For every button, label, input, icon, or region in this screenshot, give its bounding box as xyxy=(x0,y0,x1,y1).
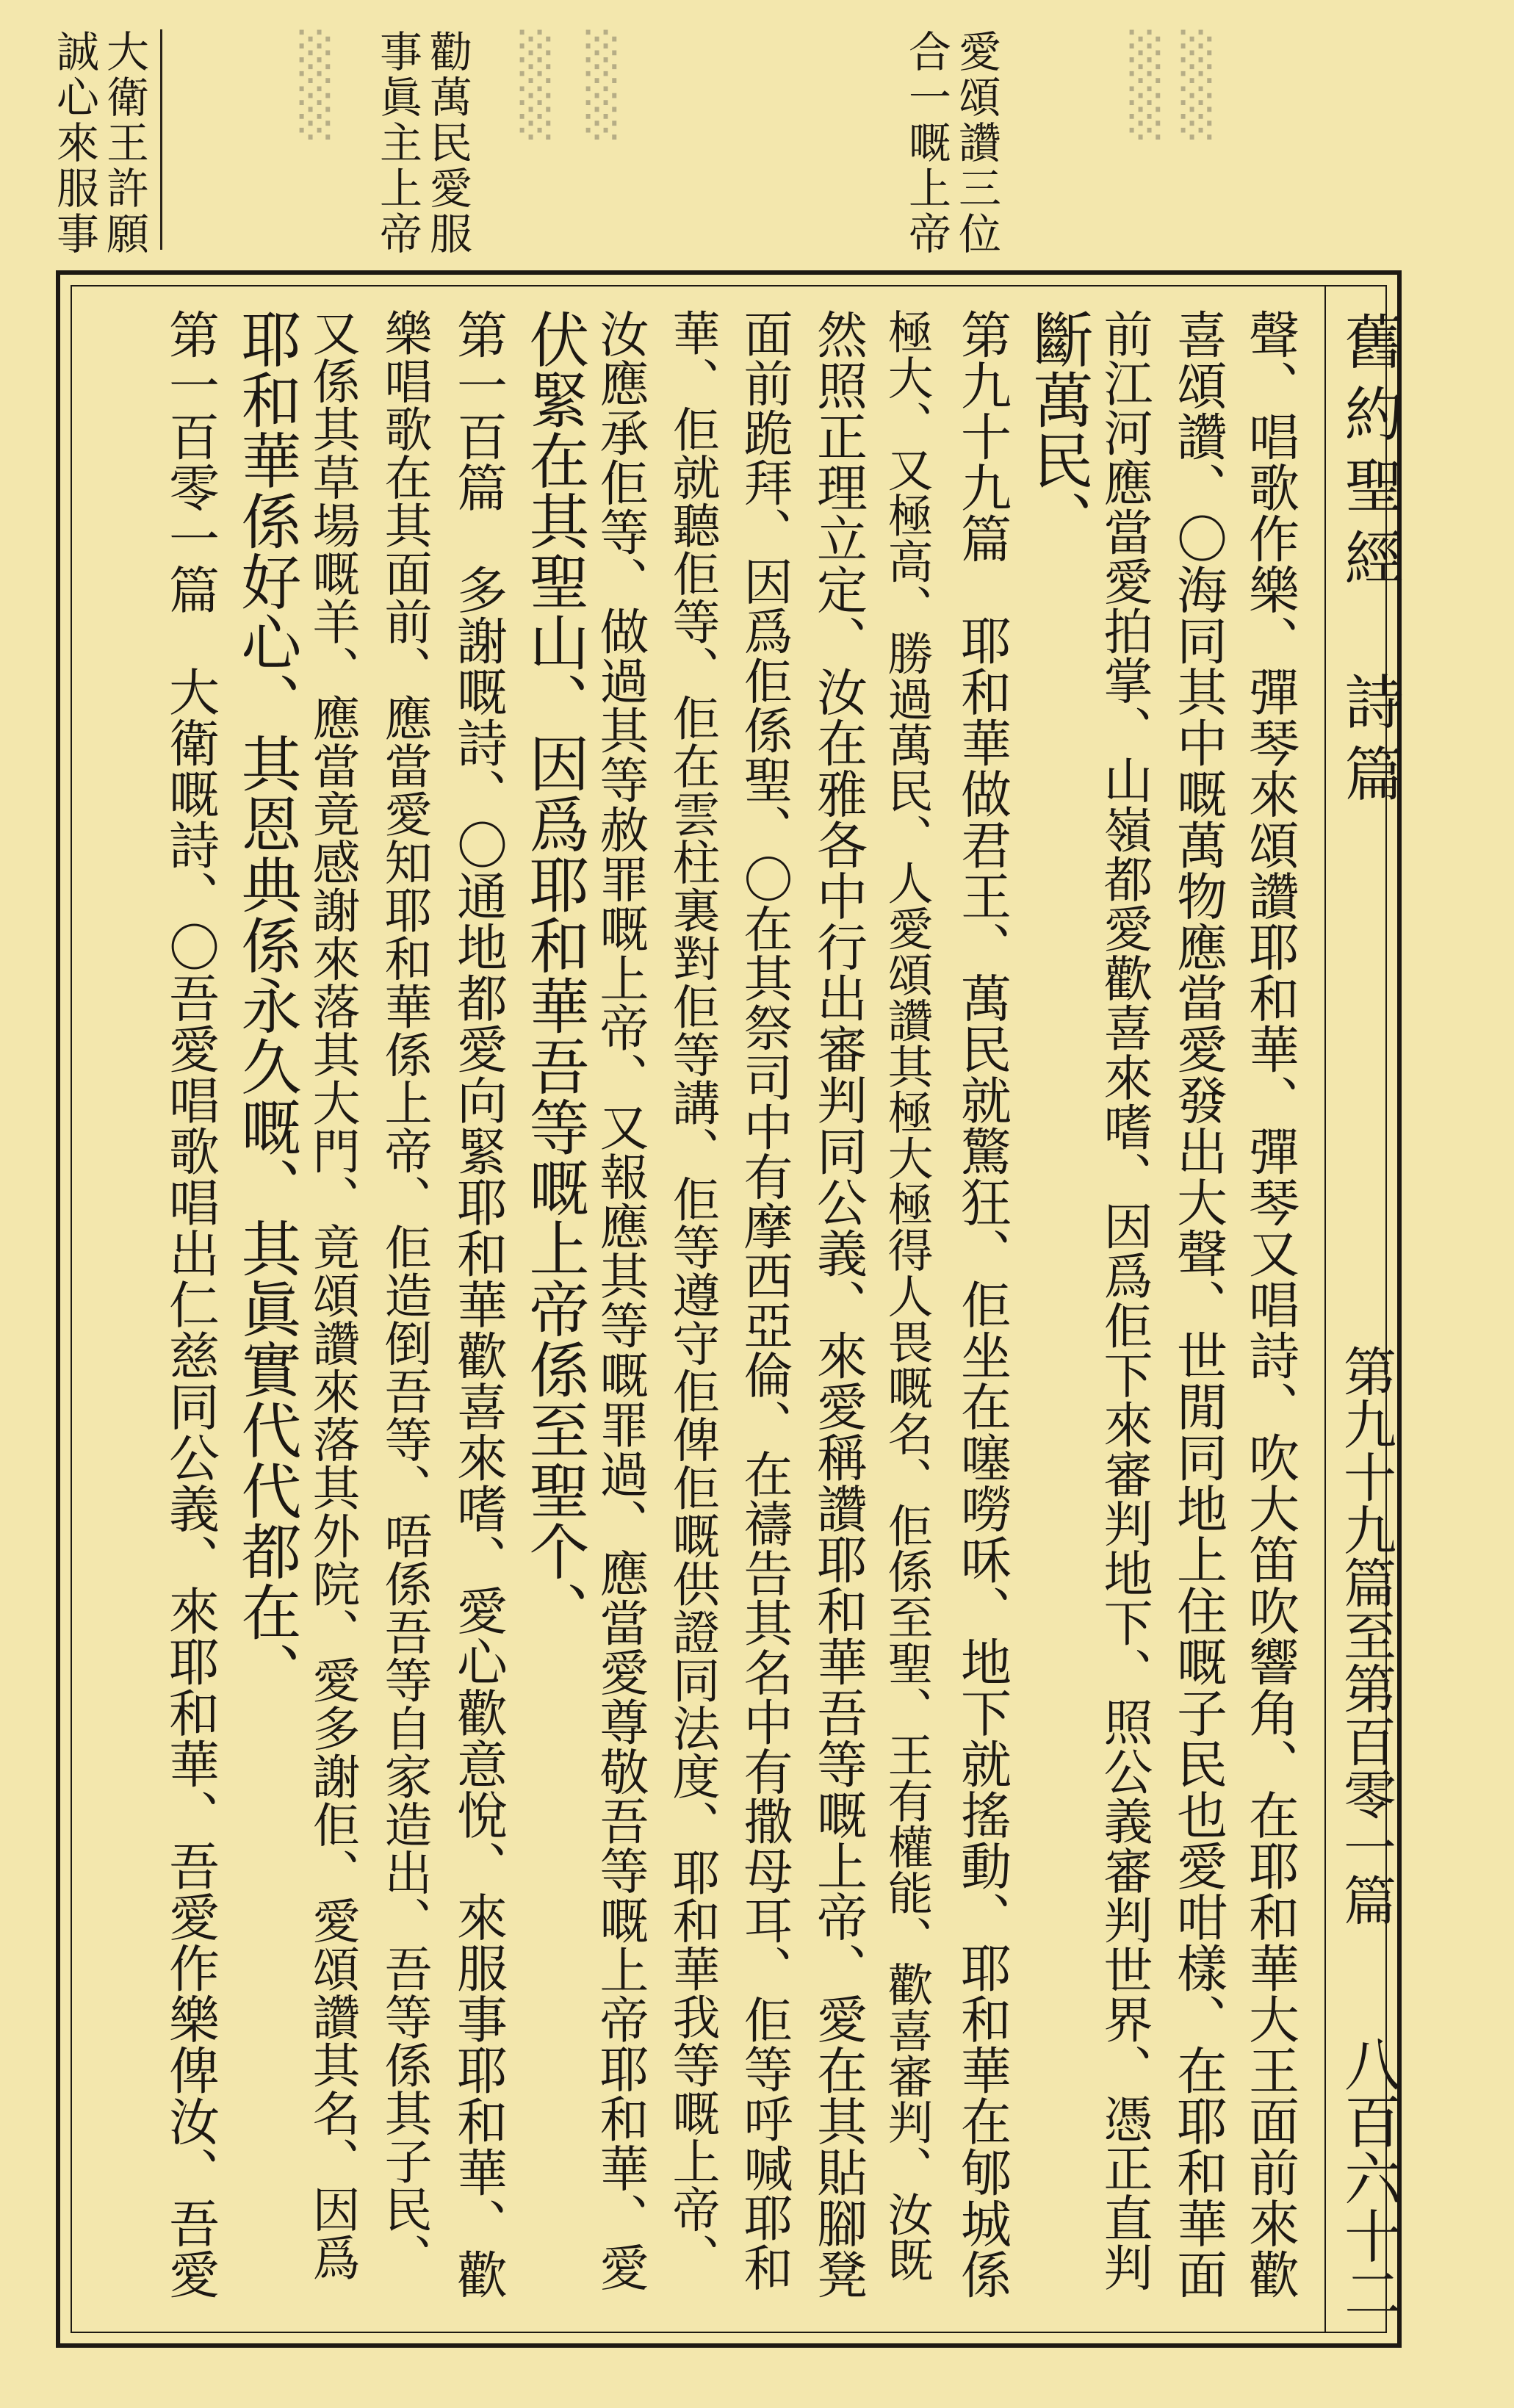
headnote-3-line-1: 愛頌讚三位 xyxy=(951,29,1001,257)
text-column: 面前跪拜、因爲佢係聖、〇在其祭司中有摩西亞倫、在禱告其名中有撒母耳、佢等呼喊耶和 xyxy=(736,309,793,2292)
text-column: 然照正理立定、汝在雅各中行出審判同公義、來愛稱讚耶和華吾等嘅上帝、愛在其貼腳凳 xyxy=(808,309,867,2300)
bleed-through-mark: ░░ xyxy=(1120,29,1174,143)
scripture-text xyxy=(72,286,1385,2332)
bleed-through-mark: ░░ xyxy=(511,29,564,143)
text-column: 耶和華係好心、其恩典係永久嘅、其眞實代代都在、 xyxy=(231,309,301,1703)
text-column: 聲、唱歌作樂、彈琴來頌讚耶和華、彈琴又唱詩、吹大笛吹響角、在耶和華大王面前來歡 xyxy=(1240,309,1299,2300)
text-column: 又係其草場嘅羊、應當竟感謝來落其大門、竟頌讚來落其外院、愛多謝佢、愛頌讚其名、因爲 xyxy=(304,309,359,2282)
psalm-100-heading-column: 第一百篇 多謝嘅詩、〇通地都愛向緊耶和華歡喜來嗜、愛心歡意悅、來服事耶和華、歡 xyxy=(448,309,507,2300)
text-column: 前江河應當愛拍掌、山嶺都愛歡喜來嗜、因爲佢下來審判地下、照公義審判世界、憑正直判 xyxy=(1096,309,1153,2292)
text-column: 斷萬民、 xyxy=(1023,309,1093,551)
bleed-through-mark: ░░ xyxy=(1172,29,1225,143)
margin-headnotes xyxy=(0,0,1514,264)
headnote-1-line-2: 誠心來服事 xyxy=(49,29,99,257)
text-column: 伏緊在其聖山、因爲耶和華吾等嘅上帝係至聖个、 xyxy=(519,309,589,1642)
headnote-3-line-2: 合一嘅上帝 xyxy=(901,29,951,257)
bleed-through-mark: ░░ xyxy=(577,29,630,143)
psalm-99-heading-column: 第九十九篇 耶和華做君王、萬民就驚狂、佢坐在噻嘮咊、地下就搖動、耶和華在郇城係 xyxy=(952,309,1011,2300)
page-inner-border xyxy=(71,285,1403,2333)
page-frame xyxy=(56,270,1402,2348)
headnote-1-line-1: 大衛王許願 xyxy=(99,29,149,257)
bleed-through-mark: ░░ xyxy=(290,29,344,143)
text-column: 喜頌讚、〇海同其中嘅萬物應當愛發出大聲、世閒同地上住嘅子民也愛咁樣、在耶和華面 xyxy=(1168,309,1227,2300)
headnote-2-line-2: 事眞主上帝 xyxy=(372,29,422,257)
headnote-1-rule xyxy=(160,29,162,250)
text-column: 華、佢就聽佢等、佢在雲柱裏對佢等講、佢等遵守佢俾佢嘅供證同法度、耶和華我等嘅上帝、 xyxy=(664,309,719,2282)
psalm-101-heading-column: 第一百零一篇 大衛嘅詩、〇吾愛唱歌唱出仁慈同公義、來耶和華、吾愛作樂俾汝、吾愛 xyxy=(160,309,219,2300)
page-number: 八百六十二 xyxy=(1335,2035,1401,2321)
text-column: 樂唱歌在其面前、應當愛知耶和華係上帝、佢造倒吾等、唔係吾等自家造出、吾等係其子民、 xyxy=(376,309,431,2282)
book-title: 舊約聖經 詩篇 xyxy=(1335,311,1403,815)
chapter-range: 第九十九篇至第百零一篇 xyxy=(1335,1344,1396,1926)
text-column: 汝應承佢等、做過其等赦罪嘅上帝、又報應其等嘅罪過、應當愛尊敬吾等嘅上帝耶和華、愛 xyxy=(592,309,649,2292)
headnote-2-line-1: 勸萬民愛服 xyxy=(422,29,472,257)
text-column: 極大、又極高、勝過萬民、人愛頌讚其極大極得人畏嘅名、佢係至聖、王有權能、歡喜審判、汝既 xyxy=(880,309,934,2283)
